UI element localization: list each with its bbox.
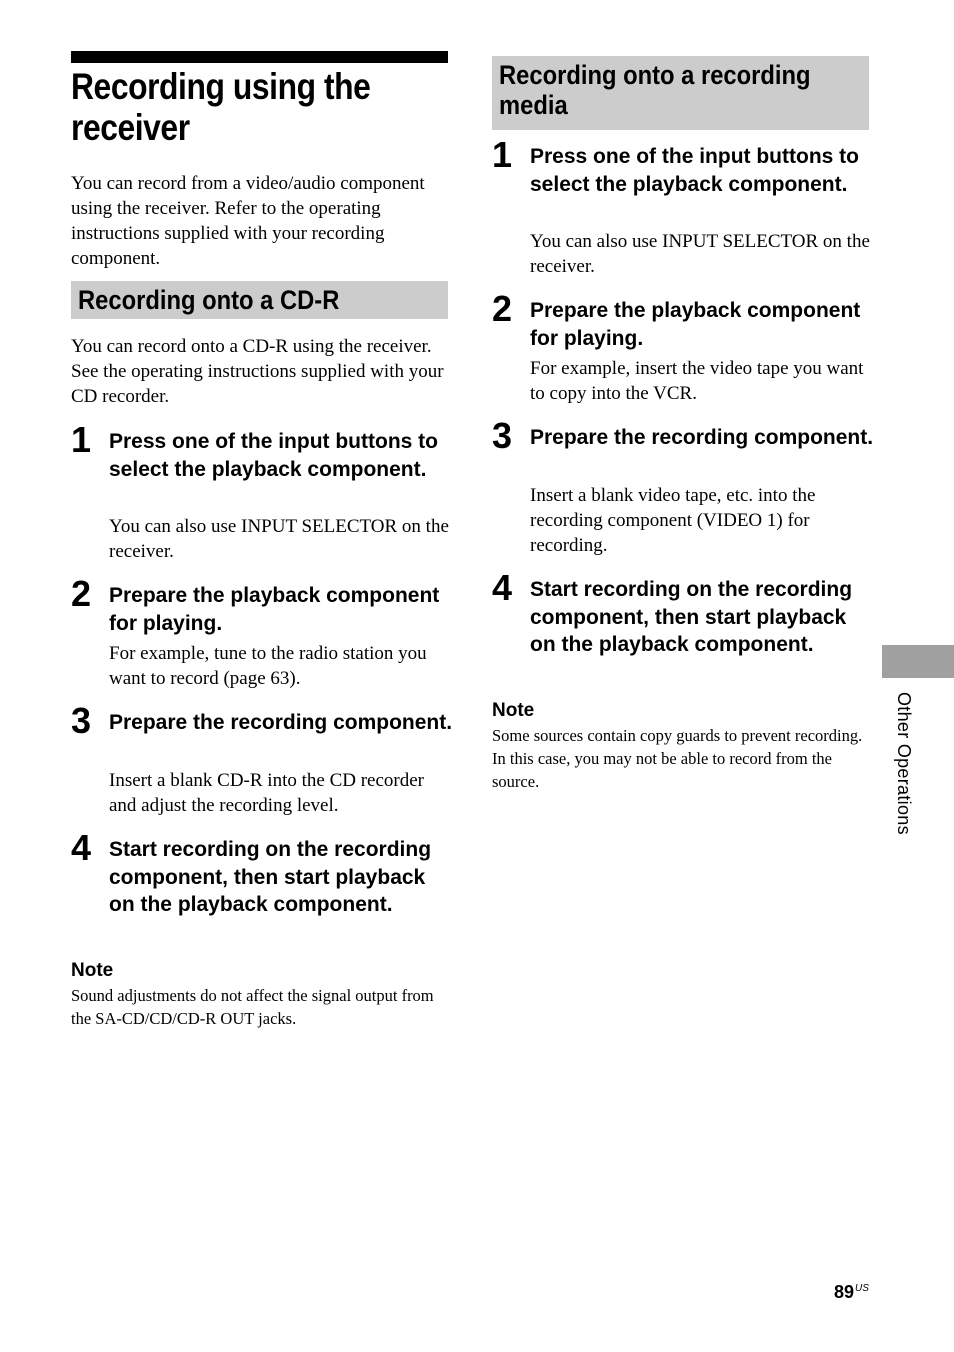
section-heading-media: [492, 56, 869, 130]
step-title: Start recording on the recording component, then start playback on the playback component.: [109, 838, 432, 916]
step-number: 2: [492, 288, 513, 329]
step-number: 1: [71, 419, 92, 460]
step-title: Prepare the playback component for playing.: [109, 584, 440, 635]
step-title: Prepare the recording component.: [109, 711, 453, 734]
step-description: Insert a blank CD-R into the CD recorder and adjust the recording level.: [109, 770, 424, 816]
step-title: Press one of the input buttons to select the playback component.: [109, 430, 438, 481]
section-heading-media-line1: Recording onto a recording: [499, 60, 811, 90]
step-number: 2: [71, 573, 92, 614]
media-note-text: Some sources contain copy guards to prevent recording. In this case, you may not be able to record from the source.: [492, 726, 863, 791]
page-number-suffix: US: [855, 1283, 869, 1294]
media-note-heading: Note: [492, 700, 535, 721]
page-intro: You can record from a video/audio component using the receiver. Refer to the operating instructions supplied with your recording component.: [71, 173, 425, 269]
title-rule: [71, 51, 448, 63]
step-description: Insert a blank video tape, etc. into the recording component (VIDEO 1) for recording.: [530, 485, 816, 556]
page-title: Recording using the receiver: [71, 66, 371, 148]
step-title: Prepare the recording component.: [530, 426, 874, 449]
page-number-value: 89: [834, 1282, 855, 1302]
step-number: 3: [71, 700, 92, 741]
step-number: 1: [492, 134, 513, 175]
section-heading-media-line2: media: [499, 90, 568, 120]
section-heading-cdr: [71, 281, 448, 319]
step-number: 4: [71, 827, 92, 868]
page-number: [834, 1282, 869, 1303]
step-title: Prepare the playback component for playing.: [530, 299, 861, 350]
cdr-note-heading: Note: [71, 960, 114, 981]
step-description: You can also use INPUT SELECTOR on the receiver.: [109, 516, 449, 562]
step-title: Press one of the input buttons to select the playback component.: [530, 145, 859, 196]
step-description: You can also use INPUT SELECTOR on the receiver.: [530, 231, 870, 277]
section-heading-cdr-text: Recording onto a CD-R: [78, 285, 340, 315]
side-tab-label: Other Operations: [894, 692, 914, 835]
step-description: For example, insert the video tape you want to copy into the VCR.: [530, 358, 864, 404]
step-description: For example, tune to the radio station you want to record (page 63).: [109, 643, 427, 689]
step-number: 4: [492, 567, 513, 608]
step-number: 3: [492, 415, 513, 456]
step-title: Start recording on the recording component, then start playback on the playback component.: [530, 578, 853, 656]
cdr-note-text: Sound adjustments do not affect the signal output from the SA-CD/CD/CD-R OUT jacks.: [71, 986, 434, 1028]
cdr-intro: You can record onto a CD-R using the receiver. See the operating instructions supplied with your CD recorder.: [71, 336, 444, 407]
side-tab-marker: [882, 645, 954, 678]
